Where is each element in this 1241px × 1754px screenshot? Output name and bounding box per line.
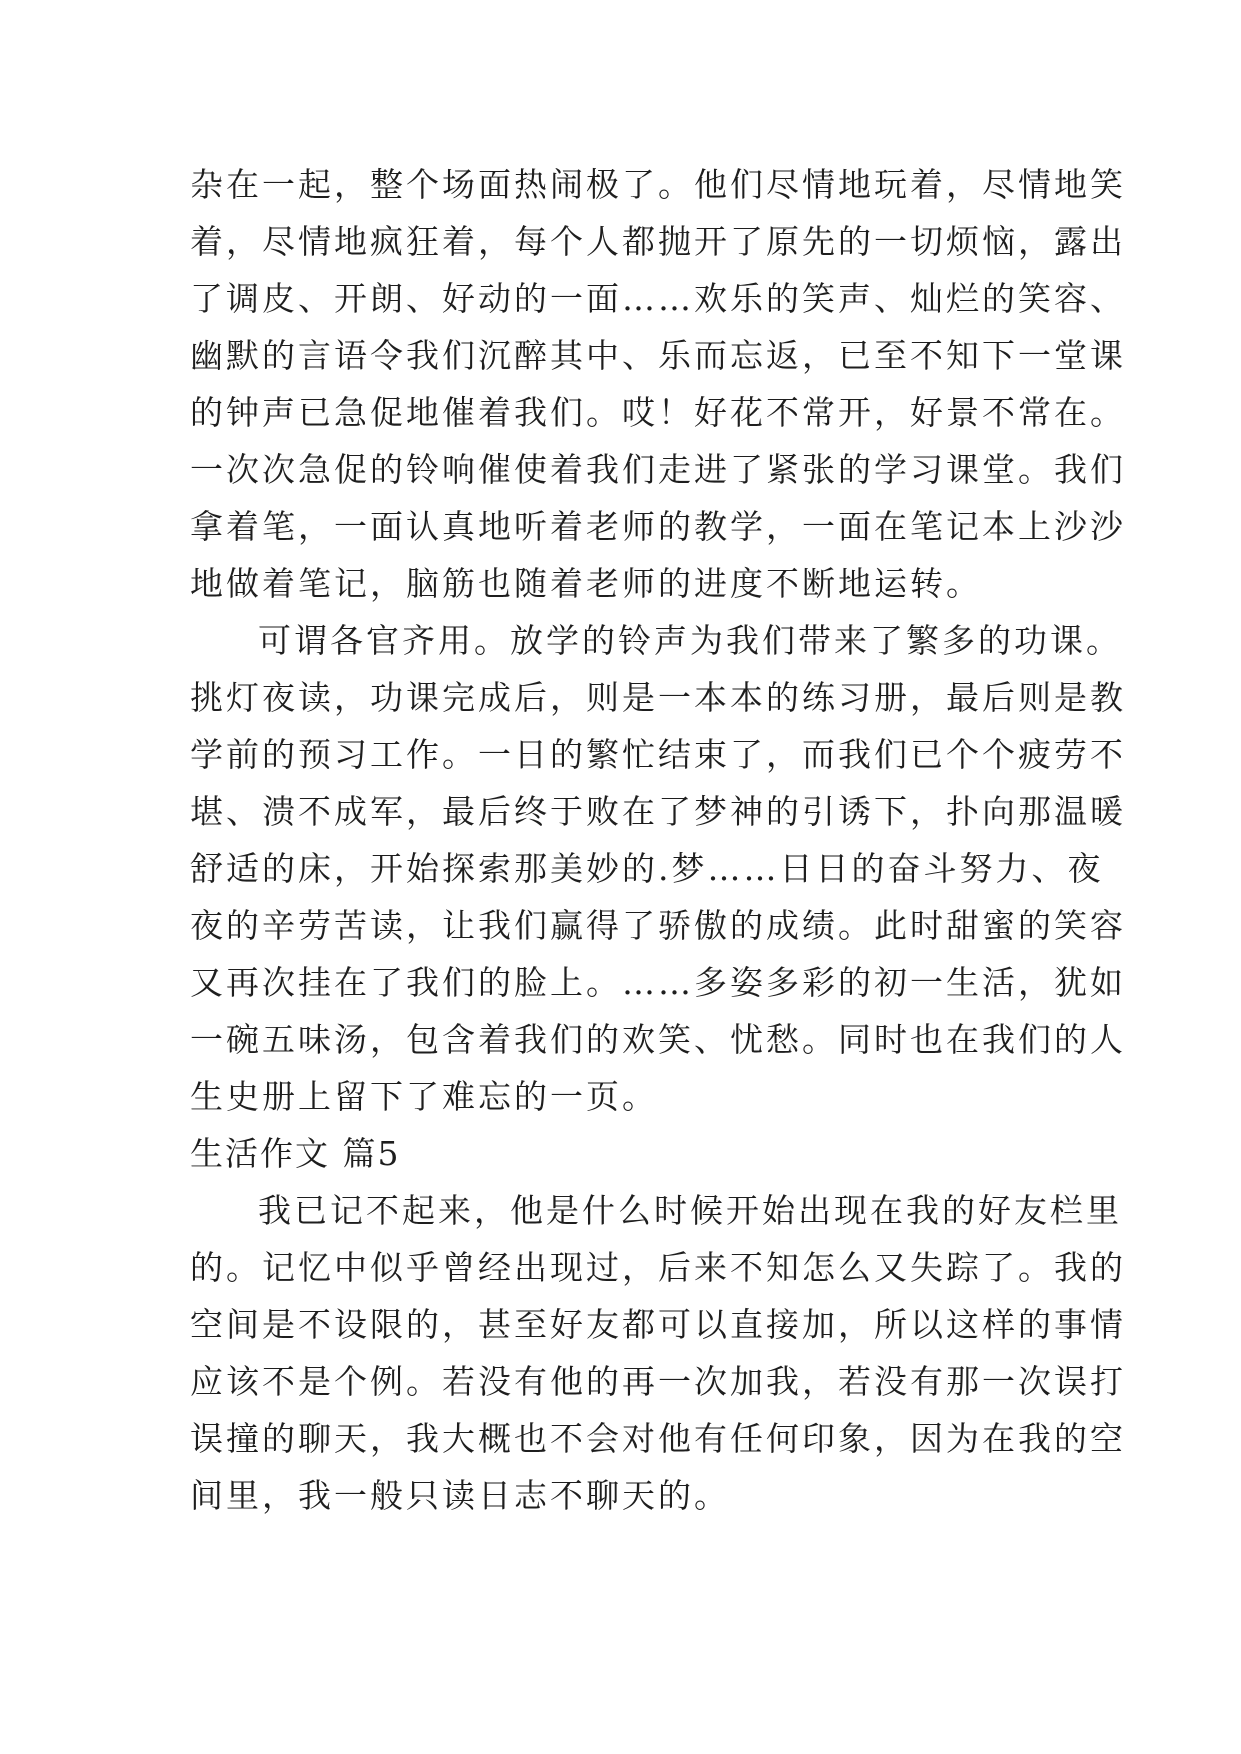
text-line: 又再次挂在了我们的脸上。……多姿多彩的初一生活，犹如 (190, 963, 1126, 1002)
text-line: 杂在一起，整个场面热闹极了。他们尽情地玩着，尽情地笑 (190, 165, 1126, 204)
text-line: 着，尽情地疯狂着，每个人都抛开了原先的一切烦恼，露出 (190, 222, 1126, 261)
text-line: 夜的辛劳苦读，让我们赢得了骄傲的成绩。此时甜蜜的笑容 (190, 906, 1126, 945)
text-line: 间里，我一般只读日志不聊天的。 (190, 1476, 730, 1515)
text-line: 一碗五味汤，包含着我们的欢笑、忧愁。同时也在我们的人 (190, 1020, 1126, 1059)
text-line: 一次次急促的铃响催使着我们走进了紧张的学习课堂。我们 (190, 450, 1126, 489)
document-body (190, 156, 1126, 1524)
text-line: 挑灯夜读，功课完成后，则是一本本的练习册，最后则是教 (190, 678, 1126, 717)
paragraph-start-line: 我已记不起来，他是什么时候开始出现在我的好友栏里 (258, 1191, 1122, 1230)
text-line: 生史册上留下了难忘的一页。 (190, 1077, 658, 1116)
text-line: 误撞的聊天，我大概也不会对他有任何印象，因为在我的空 (190, 1419, 1126, 1458)
text-line: 了调皮、开朗、好动的一面……欢乐的笑声、灿烂的笑容、 (190, 279, 1126, 318)
text-line: 的。记忆中似乎曾经出现过，后来不知怎么又失踪了。我的 (190, 1248, 1126, 1287)
text-line: 应该不是个例。若没有他的再一次加我，若没有那一次误打 (190, 1362, 1126, 1401)
text-line: 堪、溃不成军，最后终于败在了梦神的引诱下，扑向那温暖 (190, 792, 1126, 831)
text-line: 幽默的言语令我们沉醉其中、乐而忘返，已至不知下一堂课 (190, 336, 1126, 375)
text-line: 拿着笔，一面认真地听着老师的教学，一面在笔记本上沙沙 (190, 507, 1126, 546)
text-line: 地做着笔记，脑筋也随着老师的进度不断地运转。 (190, 564, 982, 603)
text-line: 学前的预习工作。一日的繁忙结束了，而我们已个个疲劳不 (190, 735, 1126, 774)
text-line: 的钟声已急促地催着我们。哎！好花不常开，好景不常在。 (190, 393, 1126, 432)
text-line: 空间是不设限的，甚至好友都可以直接加，所以这样的事情 (190, 1305, 1126, 1344)
section-heading: 生活作文 篇5 (190, 1134, 401, 1173)
text-line: 舒适的床，开始探索那美妙的.梦……日日的奋斗努力、夜 (190, 849, 1104, 888)
paragraph-start-line: 可谓各官齐用。放学的铃声为我们带来了繁多的功课。 (258, 621, 1122, 660)
